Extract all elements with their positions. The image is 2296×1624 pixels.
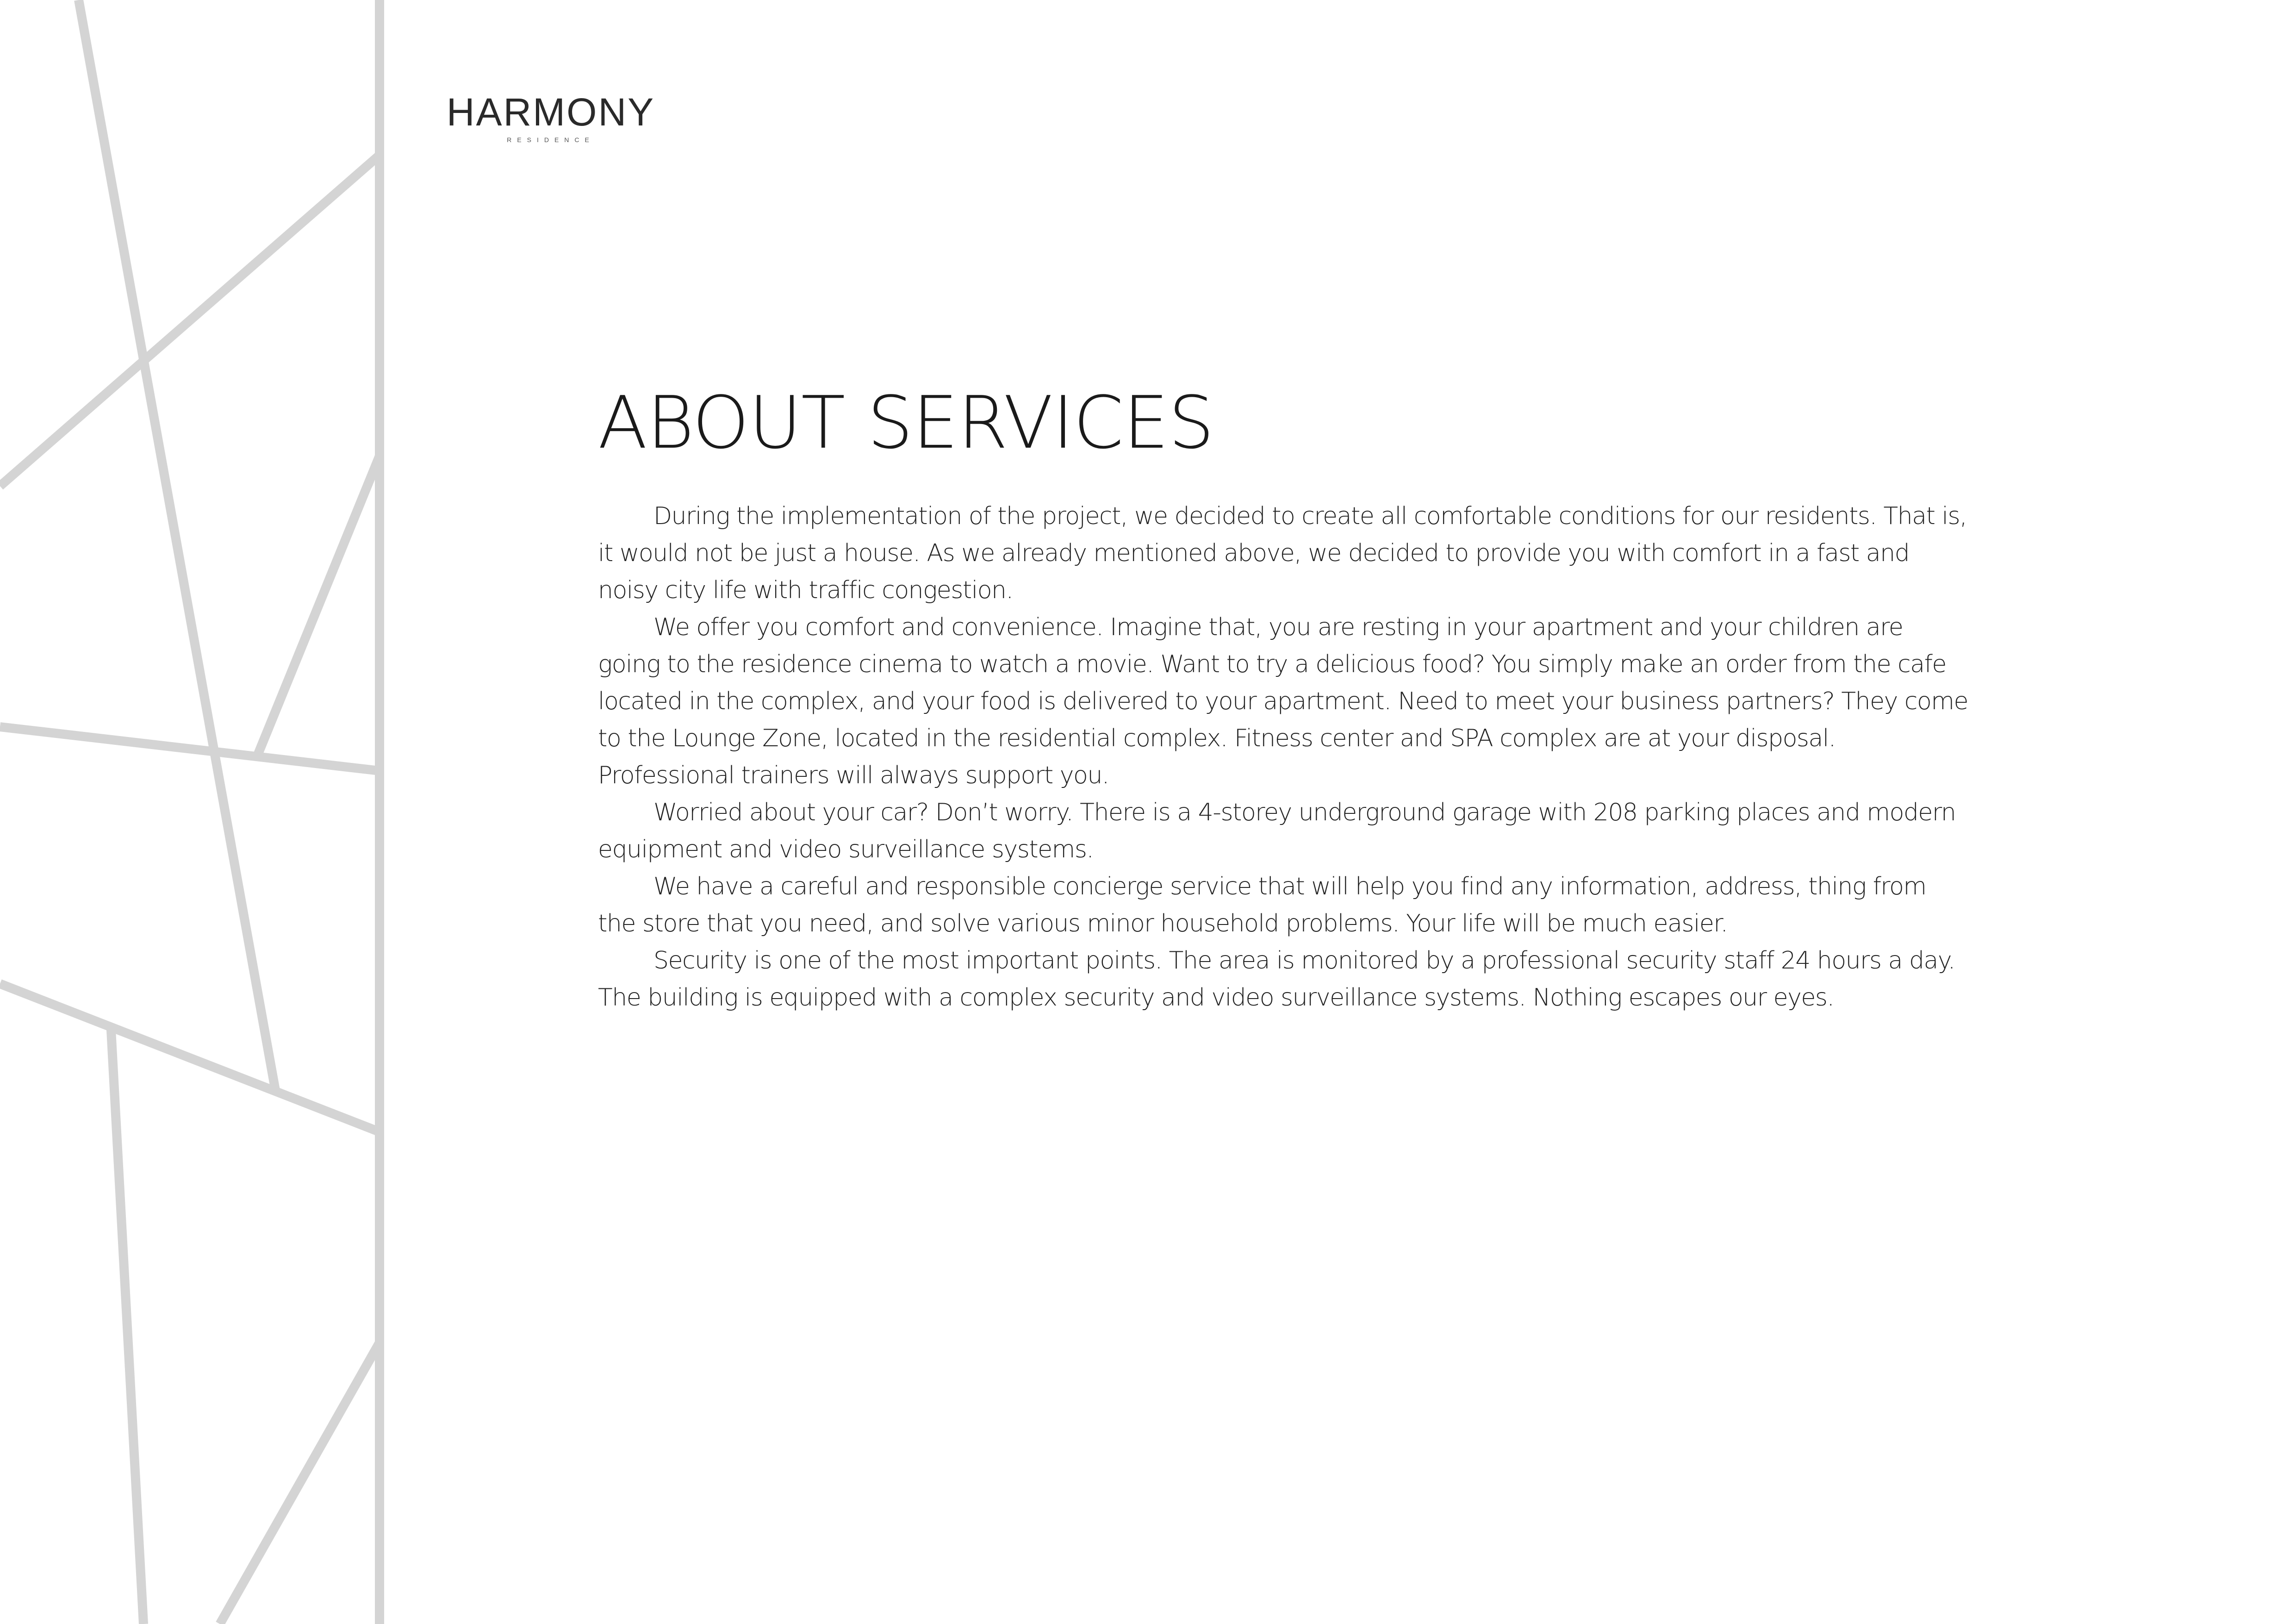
decor-line [0,155,380,486]
decor-line [257,456,380,757]
decor-line [79,0,275,1090]
paragraph: Worried about your car? Don’t worry. There is a 4-storey underground garage with 208 parking places and modern equipment and video surveillance systems. [598,799,1956,863]
decor-line [220,1343,380,1624]
decorative-line-pattern [0,0,389,1624]
decor-line [0,727,380,771]
brand-name: HARMONY [446,90,655,134]
body-text [598,498,1968,1016]
page-title: ABOUT SERVICES [598,381,1214,465]
paragraph: We have a careful and responsible concierge service that will help you find any information, address, thing from the store that you need, and solve various minor household problems. Your life will be much easier. [598,873,1926,937]
paragraph: We offer you comfort and convenience. Imagine that, you are resting in your apartment and your children are going to the residence cinema to watch a movie. Want to try a delicious food? You simply make an order from the cafe located in the complex, and your food is delivered to your apartment. Need to meet your business partners? They come to the Lounge Zone, located in the residential complex. Fitness center and SPA complex are at your disposal. Professional trainers will always support you. [598,613,1968,789]
brand-logo [435,90,666,144]
decor-line [0,984,380,1132]
paragraph: During the implementation of the project, we decided to create all comfortable conditions for our residents. That is, it would not be just a house. As we already mentioned above, we decided to provide you with comfort in a fast and noisy city life with traffic congestion. [598,502,1967,604]
paragraph: Security is one of the most important points. The area is monitored by a professional security staff 24 hours a day. The building is equipped with a complex security and video surveillance systems. Nothing escapes our eyes. [598,947,1955,1012]
decor-line [111,1030,143,1624]
brand-tagline: RESIDENCE [507,136,595,144]
